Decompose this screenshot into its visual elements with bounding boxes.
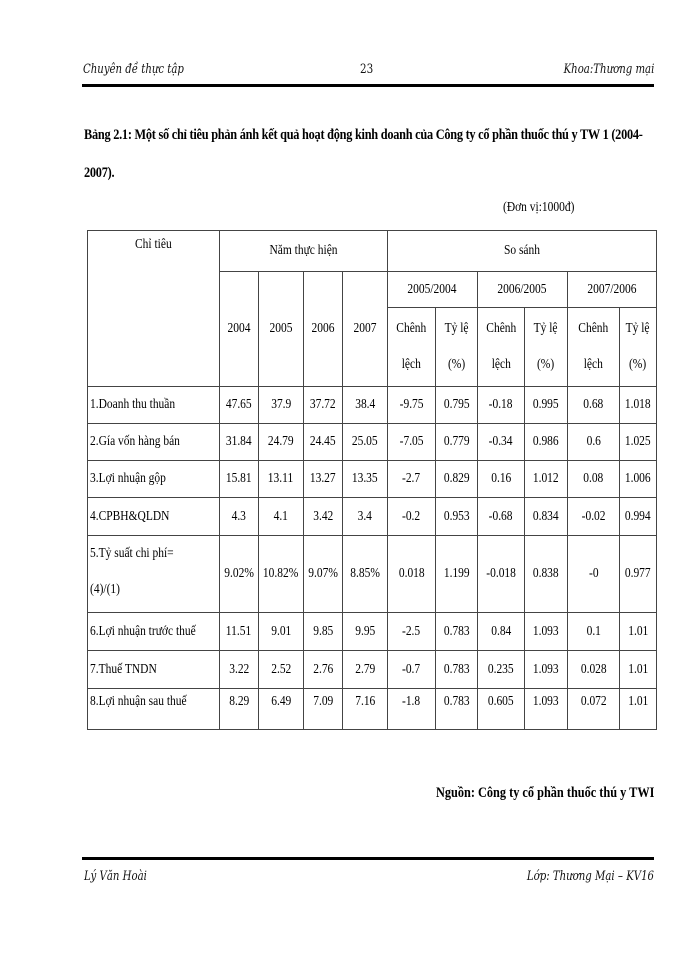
- footer-class: Lớp: Thương Mại – KV16: [526, 869, 654, 884]
- header-department: Khoa:Thương mại: [563, 62, 654, 77]
- cell: 0.018: [387, 536, 435, 613]
- cell: -0.34: [477, 424, 524, 461]
- cell: 0.977: [619, 536, 656, 613]
- cell: 38.4: [342, 387, 387, 424]
- cell: 0.783: [435, 689, 477, 730]
- cell: -0.18: [477, 387, 524, 424]
- cell: 3.22: [219, 651, 258, 689]
- row-label: 1.Doanh thu thuần: [88, 387, 220, 424]
- page-header: [82, 62, 654, 87]
- cell: 0.072: [567, 689, 619, 730]
- cell: 9.01: [258, 613, 303, 651]
- cell: 0.795: [435, 387, 477, 424]
- table-row: [88, 651, 657, 689]
- cell: 31.84: [219, 424, 258, 461]
- cell: 2.76: [303, 651, 342, 689]
- cell: -9.75: [387, 387, 435, 424]
- cell: 0.953: [435, 498, 477, 536]
- table-row: [88, 536, 657, 613]
- cell: 13.27: [303, 461, 342, 498]
- cell: 13.35: [342, 461, 387, 498]
- cell: -1.8: [387, 689, 435, 730]
- cell: -0.2: [387, 498, 435, 536]
- cell: 0.838: [524, 536, 567, 613]
- cell: 0.834: [524, 498, 567, 536]
- header-ratio: Tỷ lệ (%): [619, 308, 656, 387]
- header-diff: Chênh lệch: [567, 308, 619, 387]
- header-period-2005-2004: 2005/2004: [387, 272, 477, 308]
- cell: 0.783: [435, 651, 477, 689]
- row-label: 2.Gía vốn hàng bán: [88, 424, 220, 461]
- table-row: [88, 424, 657, 461]
- row-label: 4.CPBH&QLDN: [88, 498, 220, 536]
- cell: 2.52: [258, 651, 303, 689]
- cell: 0.1: [567, 613, 619, 651]
- cell: 0.68: [567, 387, 619, 424]
- cell: 2.79: [342, 651, 387, 689]
- caption-line-2: 2007).: [84, 165, 115, 181]
- footer-author: Lý Văn Hoài: [84, 869, 147, 884]
- cell: -0: [567, 536, 619, 613]
- cell: 0.995: [524, 387, 567, 424]
- header-years-group: Năm thực hiện: [219, 231, 387, 272]
- cell: 1.01: [619, 613, 656, 651]
- cell: 9.02%: [219, 536, 258, 613]
- header-row-1: [88, 231, 657, 272]
- cell: -2.7: [387, 461, 435, 498]
- header-period-2006-2005: 2006/2005: [477, 272, 567, 308]
- cell: 7.09: [303, 689, 342, 730]
- cell: 0.986: [524, 424, 567, 461]
- cell: 15.81: [219, 461, 258, 498]
- cell: 7.16: [342, 689, 387, 730]
- header-year-2007: 2007: [342, 272, 387, 387]
- cell: 1.01: [619, 651, 656, 689]
- cell: 1.012: [524, 461, 567, 498]
- cell: 0.783: [435, 613, 477, 651]
- table-row: [88, 387, 657, 424]
- header-diff: Chênh lệch: [477, 308, 524, 387]
- cell: -0.018: [477, 536, 524, 613]
- cell: 13.11: [258, 461, 303, 498]
- unit-note: (Đơn vị:1000đ): [503, 200, 575, 215]
- row-label: 8.Lợi nhuận sau thuế: [88, 689, 220, 730]
- cell: 1.006: [619, 461, 656, 498]
- cell: 8.85%: [342, 536, 387, 613]
- cell: -0.02: [567, 498, 619, 536]
- cell: 10.82%: [258, 536, 303, 613]
- cell: 6.49: [258, 689, 303, 730]
- cell: 3.4: [342, 498, 387, 536]
- cell: -7.05: [387, 424, 435, 461]
- cell: -2.5: [387, 613, 435, 651]
- cell: 0.84: [477, 613, 524, 651]
- header-year-2006: 2006: [303, 272, 342, 387]
- cell: 24.45: [303, 424, 342, 461]
- cell: 0.994: [619, 498, 656, 536]
- cell: 9.07%: [303, 536, 342, 613]
- cell: 11.51: [219, 613, 258, 651]
- cell: 25.05: [342, 424, 387, 461]
- header-ratio: Tỷ lệ (%): [435, 308, 477, 387]
- cell: 0.08: [567, 461, 619, 498]
- business-results-table: [87, 230, 657, 730]
- cell: 1.01: [619, 689, 656, 730]
- table-row: [88, 461, 657, 498]
- cell: 37.9: [258, 387, 303, 424]
- cell: 37.72: [303, 387, 342, 424]
- source-note: Nguồn: Công ty cổ phần thuốc thú y TWI: [435, 785, 654, 801]
- header-year-2005: 2005: [258, 272, 303, 387]
- header-ratio: Tỷ lệ (%): [524, 308, 567, 387]
- cell: 0.6: [567, 424, 619, 461]
- cell: -0.7: [387, 651, 435, 689]
- row-label: 6.Lợi nhuận trước thuế: [88, 613, 220, 651]
- caption-line-1: Bảng 2.1: Một số chỉ tiêu phản ánh kết quả hoạt động kinh doanh của Công ty cổ phần thuốc thú y TW 1 (2004-: [84, 127, 643, 143]
- cell: 9.95: [342, 613, 387, 651]
- row-label: 5.Tỷ suất chi phí= (4)/(1): [88, 536, 220, 613]
- cell: 3.42: [303, 498, 342, 536]
- cell: 0.16: [477, 461, 524, 498]
- table-caption: [84, 116, 658, 192]
- cell: -0.68: [477, 498, 524, 536]
- table-row: [88, 498, 657, 536]
- cell: 1.093: [524, 651, 567, 689]
- cell: 0.235: [477, 651, 524, 689]
- cell: 47.65: [219, 387, 258, 424]
- row-label: 3.Lợi nhuận gộp: [88, 461, 220, 498]
- table-row: [88, 613, 657, 651]
- cell: 0.605: [477, 689, 524, 730]
- cell: 24.79: [258, 424, 303, 461]
- cell: 1.025: [619, 424, 656, 461]
- cell: 1.093: [524, 613, 567, 651]
- header-diff: Chênh lệch: [387, 308, 435, 387]
- cell: 0.779: [435, 424, 477, 461]
- page-footer: [82, 857, 654, 893]
- header-indicator: Chỉ tiêu: [88, 231, 220, 387]
- header-period-2007-2006: 2007/2006: [567, 272, 656, 308]
- row-label: 7.Thuế TNDN: [88, 651, 220, 689]
- cell: 1.018: [619, 387, 656, 424]
- cell: 8.29: [219, 689, 258, 730]
- cell: 4.1: [258, 498, 303, 536]
- cell: 9.85: [303, 613, 342, 651]
- header-year-2004: 2004: [219, 272, 258, 387]
- header-compare-group: So sánh: [387, 231, 656, 272]
- page-number: 23: [360, 62, 374, 77]
- table-row: [88, 689, 657, 730]
- cell: 4.3: [219, 498, 258, 536]
- header-title: Chuyên đề thực tập: [83, 62, 184, 77]
- cell: 1.199: [435, 536, 477, 613]
- cell: 0.829: [435, 461, 477, 498]
- cell: 1.093: [524, 689, 567, 730]
- cell: 0.028: [567, 651, 619, 689]
